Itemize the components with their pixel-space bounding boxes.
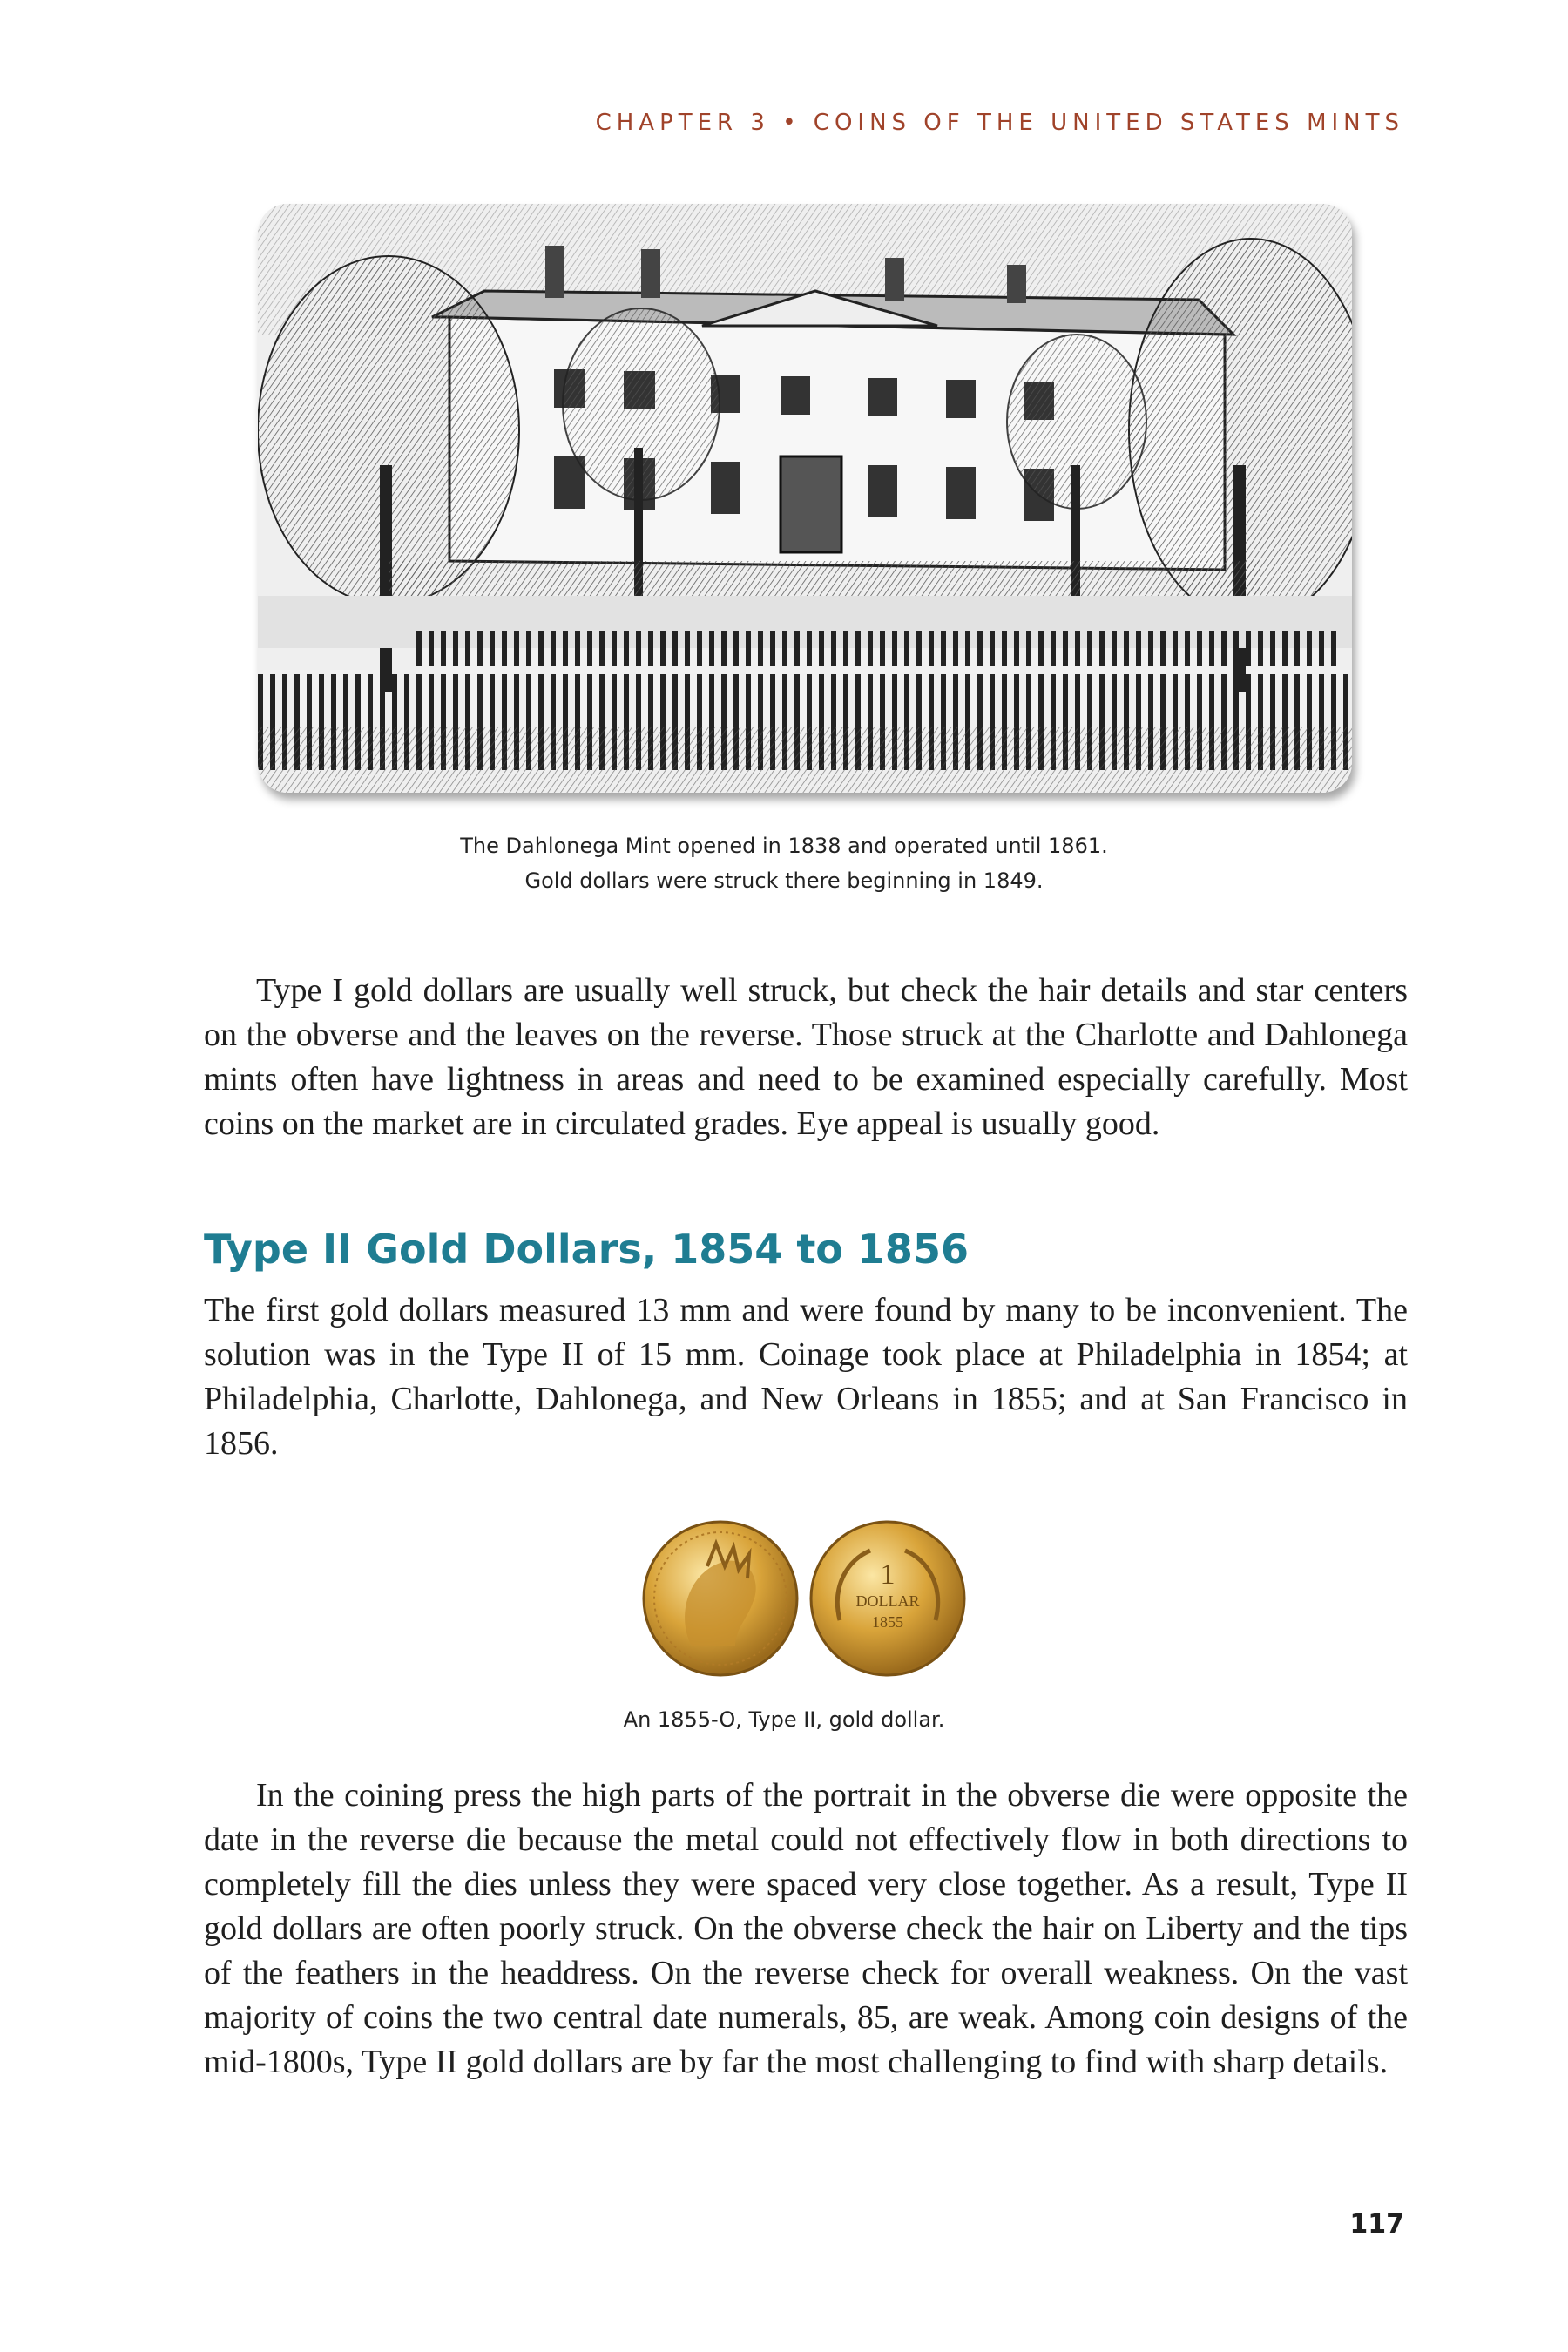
caption-line: An 1855-O, Type II, gold dollar. <box>623 1707 945 1732</box>
gold-dollar-coins-icon <box>639 1516 970 1681</box>
running-head: CHAPTER 3 • COINS OF THE UNITED STATES MINTS <box>595 110 1404 136</box>
page-number: 117 <box>1349 2209 1404 2240</box>
coin-dollar-text: DOLLAR <box>855 1592 920 1610</box>
paragraph-type-ii-strike: In the coining press the high parts of the portrait in the obverse die were opposite the date in the reverse die because the metal could not effectively flow in both directions to completely fill the dies unless they were spaced very close together. As a result, Type II gold dollars are often poorly struck. On the obverse check the hair on Liberty and the tips of the feathers in the headdress. On the reverse check for overall weakness. On the vast majority of coins the two central date numerals, 85, are weak. Among coin designs of the mid-1800s, Type II gold dollars are by far the most challenging to find with sharp details. <box>204 1777 1408 2080</box>
section-heading: Type II Gold Dollars, 1854 to 1856 <box>204 1226 969 1273</box>
coins-figure-caption <box>0 1702 1568 1737</box>
mint-figure-caption <box>0 828 1568 898</box>
coin-denomination-text: 1 <box>880 1558 896 1591</box>
caption-line: The Dahlonega Mint opened in 1838 and operated until 1861. <box>460 834 1108 858</box>
paragraph-type-ii-intro: The first gold dollars measured 13 mm and were found by many to be inconvenient. The solution was in the Type II of 15 mm. Coinage took place at Philadelphia in 1854; at Philadelphia, Charlotte, Dahlonega, and New Orleans in 1855; and at San Francisco in 1856. <box>204 1292 1408 1462</box>
mint-engraving-figure <box>258 204 1352 793</box>
caption-line: Gold dollars were struck there beginning in 1849. <box>524 868 1044 893</box>
gold-dollar-coins-figure <box>639 1516 970 1681</box>
dahlonega-mint-engraving-icon <box>258 204 1352 793</box>
coin-reverse <box>811 1522 964 1675</box>
paragraph-type-i-strike: Type I gold dollars are usually well struck, but check the hair details and star centers on the obverse and the leaves on the reverse. Those struck at the Charlotte and Dahlonega mints often have lightness in areas and need to be examined especially carefully. Most coins on the market are in circulated grades. Eye appeal is usually good. <box>204 972 1408 1142</box>
coin-date-text: 1855 <box>872 1613 903 1631</box>
coin-obverse <box>644 1522 797 1675</box>
